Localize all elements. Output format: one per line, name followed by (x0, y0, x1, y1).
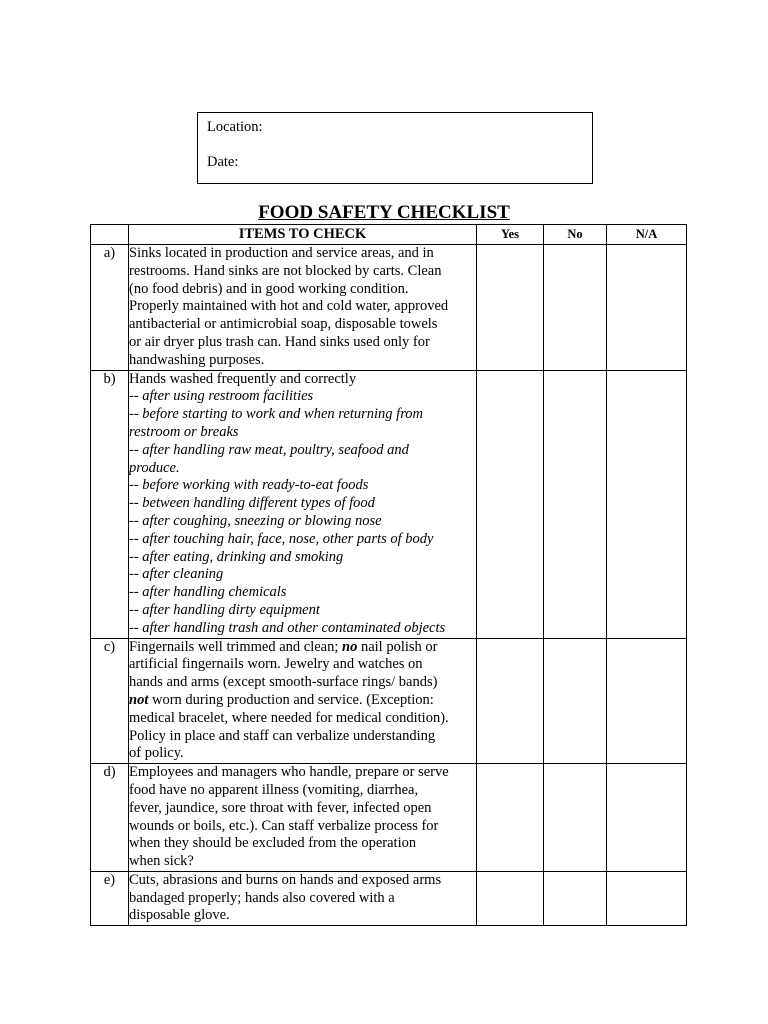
item-line: when they should be excluded from the operation (129, 835, 417, 852)
item-line: bandaged properly; hands also covered with a (129, 889, 395, 906)
item-line: Cuts, abrasions and burns on hands and exposed arms (129, 871, 442, 888)
item-line: Sinks located in production and service areas, and in (129, 245, 434, 261)
item-subline: -- before starting to work and when returning from (129, 406, 424, 423)
item-line: (no food debris) and in good working condition. (129, 280, 409, 297)
item-subline: -- after touching hair, face, nose, other parts of body (129, 530, 434, 547)
item-subline: -- after handling dirty equipment (129, 601, 320, 618)
row-letter: c) (91, 638, 129, 764)
table-row (91, 871, 687, 925)
yes-cell[interactable] (477, 245, 544, 371)
item-line: of policy. (129, 745, 184, 762)
item-line: or air dryer plus trash can. Hand sinks used only for (129, 333, 430, 350)
row-item-text (129, 245, 477, 371)
item-line: food have no apparent illness (vomiting, diarrhea, (129, 781, 419, 798)
header-na: N/A (607, 225, 687, 245)
yes-cell[interactable] (477, 370, 544, 638)
table-row (91, 370, 687, 638)
item-line: artificial fingernails worn. Jewelry and watches on (129, 656, 423, 673)
header-no: No (544, 225, 607, 245)
item-subline: -- between handling different types of food (129, 495, 375, 512)
item-line: medical bracelet, where needed for medical condition). (129, 709, 449, 726)
header-row (91, 225, 687, 245)
item-line: when sick? (129, 853, 194, 870)
page-title: FOOD SAFETY CHECKLIST (258, 202, 510, 223)
table-row (91, 638, 687, 764)
na-cell[interactable] (607, 764, 687, 872)
item-line: Employees and managers who handle, prepare or serve (129, 764, 449, 781)
item-line: handwashing purposes. (129, 351, 265, 368)
item-text: Fingernails well trimmed and clean; (129, 638, 343, 655)
item-subline: -- after using restroom facilities (129, 388, 314, 405)
header-letter (91, 225, 129, 245)
emphasis-no: no (342, 638, 358, 655)
no-cell[interactable] (544, 764, 607, 872)
item-line: fever, jaundice, sore throat with fever, infected open (129, 799, 432, 816)
na-cell[interactable] (607, 871, 687, 925)
item-line: Hands washed frequently and correctly (129, 370, 357, 387)
item-line: hands and arms (except smooth-surface rings/ bands) (129, 674, 438, 691)
row-letter: e) (91, 871, 129, 925)
no-cell[interactable] (544, 370, 607, 638)
emphasis-not: not (129, 691, 149, 708)
item-line (129, 639, 476, 657)
na-cell[interactable] (607, 245, 687, 371)
no-cell[interactable] (544, 871, 607, 925)
yes-cell[interactable] (477, 764, 544, 872)
row-item-text (129, 638, 477, 764)
item-line: Policy in place and staff can verbalize understanding (129, 727, 436, 744)
yes-cell[interactable] (477, 871, 544, 925)
item-line: Properly maintained with hot and cold water, approved (129, 298, 449, 315)
no-cell[interactable] (544, 638, 607, 764)
item-subline: produce. (129, 459, 180, 476)
item-line: antibacterial or antimicrobial soap, disposable towels (129, 316, 438, 333)
table-row (91, 245, 687, 371)
row-letter: a) (91, 245, 129, 371)
location-label: Location: (207, 119, 263, 135)
row-item-text (129, 764, 477, 872)
row-letter: d) (91, 764, 129, 872)
item-line: wounds or boils, etc.). Can staff verbalize process for (129, 817, 439, 834)
no-cell[interactable] (544, 245, 607, 371)
header-yes: Yes (477, 225, 544, 245)
na-cell[interactable] (607, 638, 687, 764)
item-subline: -- after coughing, sneezing or blowing nose (129, 512, 382, 529)
date-label: Date: (207, 154, 239, 170)
item-subline: restroom or breaks (129, 423, 239, 440)
item-text: nail polish or (357, 638, 438, 655)
item-subline: -- after handling raw meat, poultry, seafood and (129, 441, 409, 458)
row-item-text (129, 370, 477, 638)
yes-cell[interactable] (477, 638, 544, 764)
checklist-table (90, 224, 687, 926)
item-text: worn during production and service. (Exception: (148, 691, 434, 708)
item-line: restrooms. Hand sinks are not blocked by carts. Clean (129, 262, 442, 279)
item-subline: -- after handling trash and other contaminated objects (129, 619, 446, 636)
item-subline: -- after eating, drinking and smoking (129, 548, 344, 565)
item-line (129, 692, 476, 710)
na-cell[interactable] (607, 370, 687, 638)
header-items-to-check: ITEMS TO CHECK (129, 225, 477, 245)
item-subline: -- after cleaning (129, 566, 224, 583)
location-date-box (197, 112, 593, 184)
item-subline: -- after handling chemicals (129, 584, 287, 601)
item-line: disposable glove. (129, 907, 230, 924)
item-subline: -- before working with ready-to-eat foods (129, 477, 369, 494)
table-row (91, 764, 687, 872)
row-item-text (129, 871, 477, 925)
row-letter: b) (91, 370, 129, 638)
